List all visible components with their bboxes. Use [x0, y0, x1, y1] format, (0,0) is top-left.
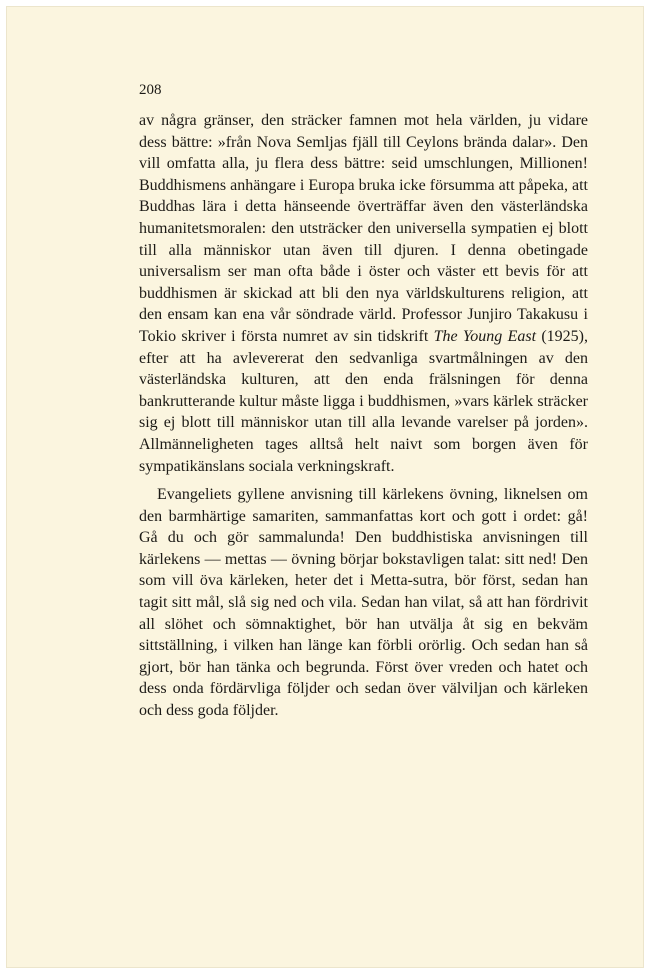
- paragraph-2: Evangeliets gyllene anvisning till kärlekens övning, liknelsen om den barmhärtige samariten, sammanfattas kort och gott i ordet: gå! Gå du och gör sammalunda! Den buddhistiska anvisningen till kärlekens — mettas — övning börjar bokstavligen talat: sitt ned! Den som vill öva kärleken, heter det i Metta-sutra, bör först, sedan han tagit sitt mål, slå sig ned och vila. Sedan han vilat, så att han fördrivit all slöhet och sömnaktighet, bör han utvälja åt sig en bekväm sittställning, i vilken han länge kan förbli orörlig. Och sedan han så gjort, bör han tänka och begrunda. Först över vreden och hatet och dess onda fördärvliga följder och sedan över välviljan och kärleken och dess goda följder.: [139, 486, 588, 720]
- book-page: [6, 6, 644, 968]
- paragraph-1-part-1: av några gränser, den sträcker famnen mot hela världen, ju vidare dess bättre: »från Nova Semljas fjäll till Ceylons brända dalar». Den vill omfatta alla, ju flera dess bättre: seid umschlungen, Millionen! Buddhismens anhängare i Europa bruka icke försumma att påpeka, att Buddhas lära i detta hänseende överträffar även den västerländska humanitetsmoralen: den utsträcker den universella sympatien ej blott till alla människor utan även till djuren. I denna obetingade universalism ser man ofta både i öster och väster ett bevis för att buddhismen är skickad att bli den nya världskulturens religion, att den ensam kan ena vår söndrade värld. Professor Junjiro Takakusu i Tokio skriver i första numret av sin tidskrift: [139, 112, 588, 345]
- paragraph-1: [139, 110, 588, 477]
- journal-title: The Young East: [433, 327, 537, 345]
- paragraph-1-part-2: (1925), efter att ha avlevererat den sedvanliga svartmålningen av den västerländska kulturen, att den enda frälsningen för denna bankrutterande kultur måste ligga i buddhismen, »vars kärlek sträcker sig ej blott till människor utan till alla levande varelser på jorden». Allmänneligheten tages alltså helt naivt som borgen även för sympatikänslans sociala verkningskraft.: [139, 327, 589, 475]
- body-text: [139, 110, 588, 722]
- page-number: 208: [139, 82, 162, 98]
